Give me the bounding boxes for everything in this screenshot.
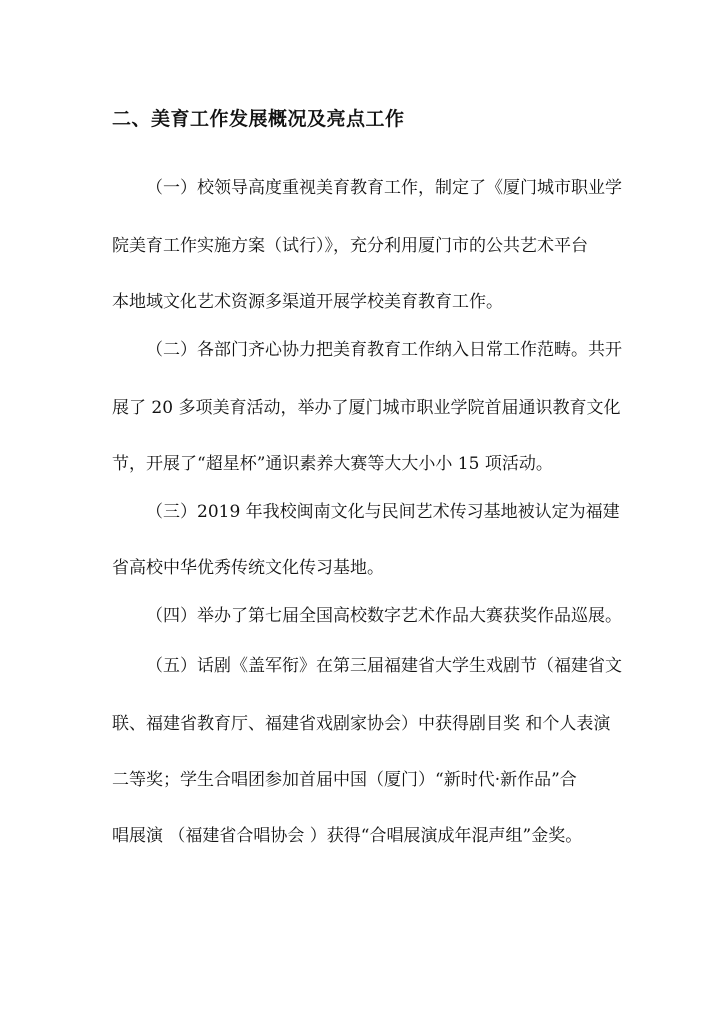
paragraph-3-line-2: 省高校中华优秀传统文化传习基地。 bbox=[112, 558, 384, 578]
paragraph-3-line-1: （三）2019 年我校闽南文化与民间艺术传习基地被认定为福建 bbox=[146, 502, 620, 522]
paragraph-2-line-3: 节，开展了“超星杯”通识素养大赛等大大小小 15 项活动。 bbox=[112, 454, 553, 474]
paragraph-4-line-1: （四）举办了第七届全国高校数字艺术作品大赛获奖作品巡展。 bbox=[146, 606, 622, 626]
paragraph-1-line-2: 院美育工作实施方案（试行）》，充分利用厦门市的公共艺术平台 bbox=[112, 236, 588, 256]
paragraph-2-line-2: 展了 20 多项美育活动，举办了厦门城市职业学院首届通识教育文化 bbox=[112, 398, 621, 418]
paragraph-5-line-1: （五）话剧《盖军衔》在第三届福建省大学生戏剧节（福建省文 bbox=[146, 656, 622, 676]
paragraph-1-line-3: 本地域文化艺术资源多渠道开展学校美育教育工作。 bbox=[112, 292, 503, 312]
section-heading: 二、美育工作发展概况及亮点工作 bbox=[112, 108, 405, 130]
paragraph-2-line-1: （二）各部门齐心协力把美育教育工作纳入日常工作范畴。共开 bbox=[146, 340, 622, 360]
paragraph-5-line-2: 联、福建省教育厅、福建省戏剧家协会）中获得剧目奖 和个人表演 bbox=[112, 714, 611, 734]
paragraph-1-line-1: （一）校领导高度重视美育教育工作，制定了《厦门城市职业学 bbox=[146, 178, 622, 198]
paragraph-5-line-3: 二等奖；学生合唱团参加首届中国（厦门）“新时代·新作品”合 bbox=[112, 770, 577, 790]
paragraph-5-line-4: 唱展演 （福建省合唱协会 ）获得“合唱展演成年混声组”金奖。 bbox=[112, 826, 583, 846]
